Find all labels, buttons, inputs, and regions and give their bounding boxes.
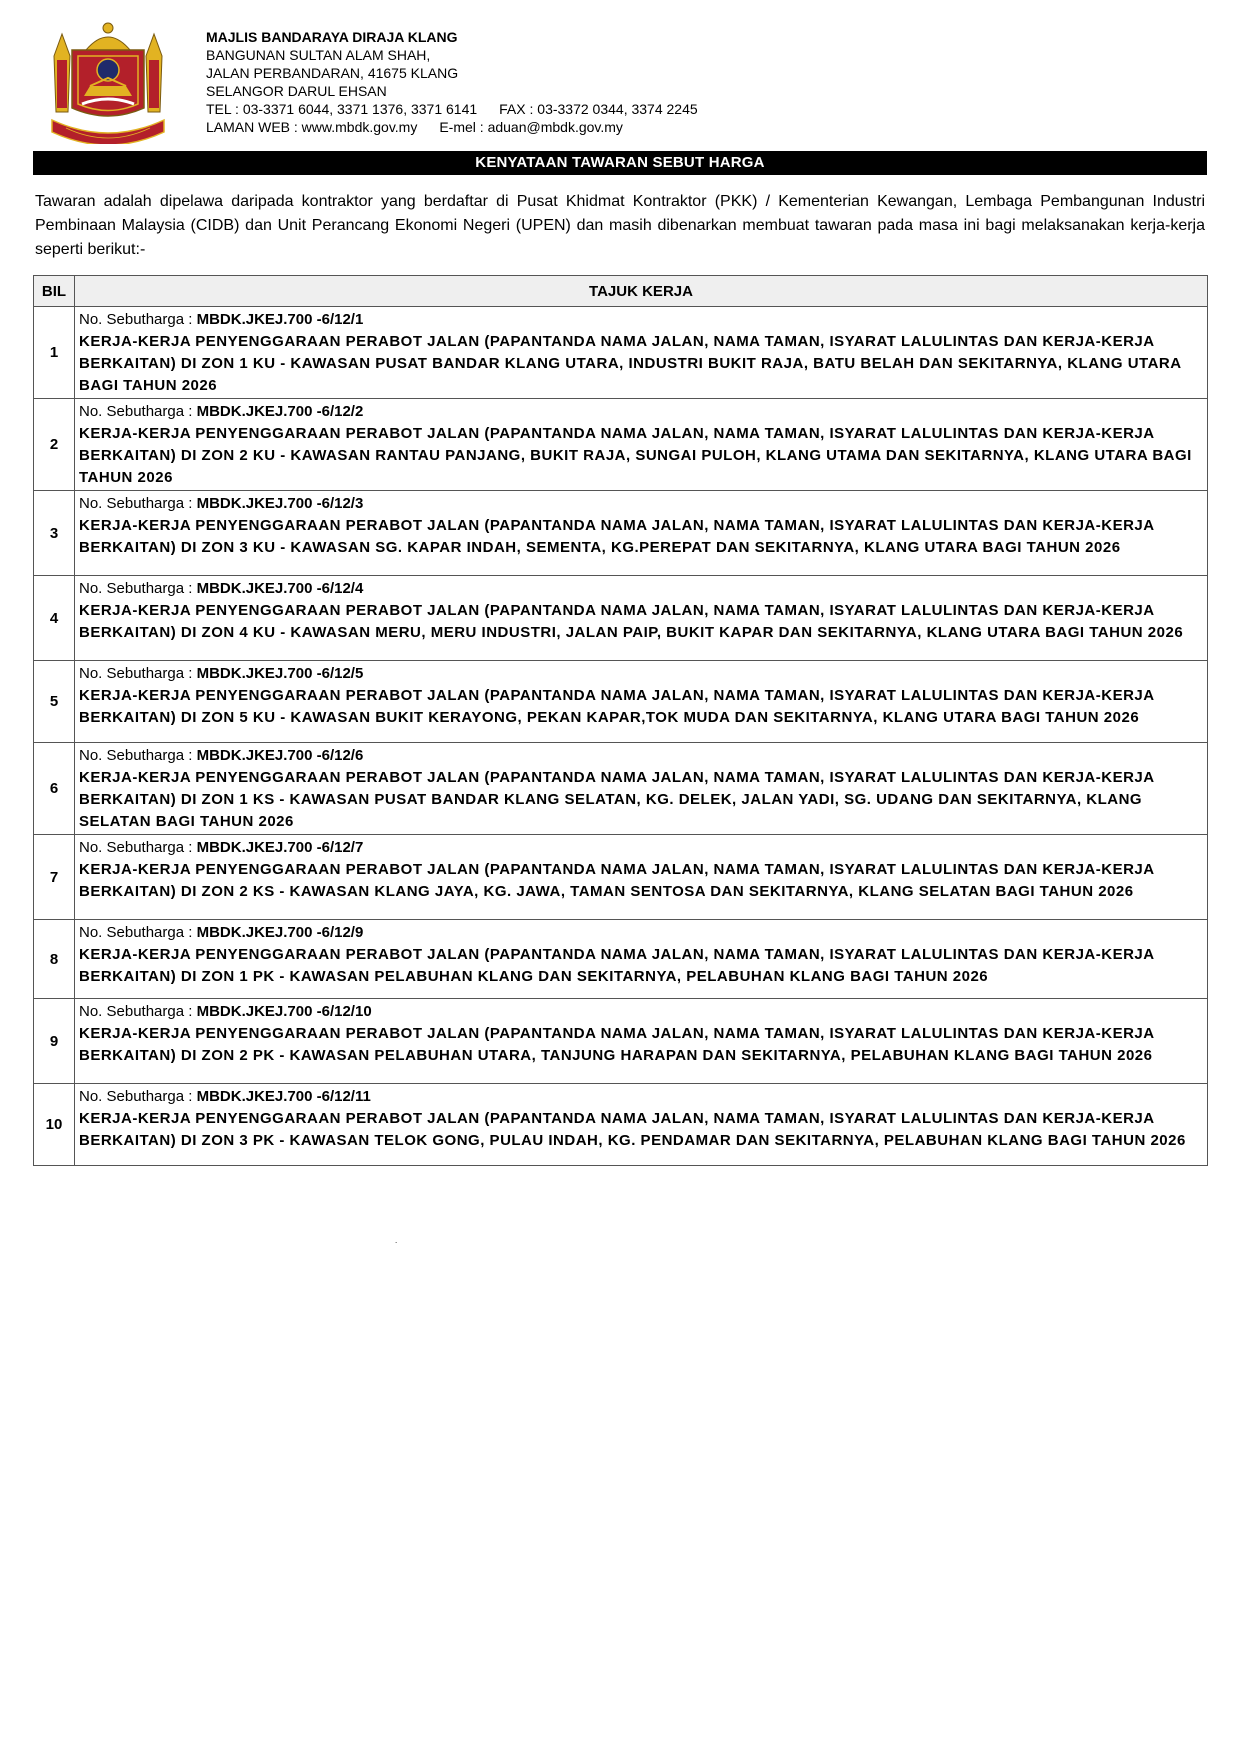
ref-code: MBDK.JKEJ.700 -6/12/9 xyxy=(196,924,364,941)
row-number: 5 xyxy=(34,661,75,743)
ref-label: No. Sebutharga : xyxy=(79,495,197,512)
row-content xyxy=(75,491,1208,576)
ref-code: MBDK.JKEJ.700 -6/12/1 xyxy=(196,311,364,328)
row-content xyxy=(75,1084,1208,1166)
ref-label: No. Sebutharga : xyxy=(79,665,197,682)
table-row xyxy=(34,835,1208,920)
quotation-ref xyxy=(79,1001,1203,1023)
footer-mark: . xyxy=(395,1236,398,1245)
work-title: KERJA-KERJA PENYENGGARAAN PERABOT JALAN (PAPANTANDA NAMA JALAN, NAMA TAMAN, ISYARAT LALULINTAS DAN KERJA-KERJA BERKAITAN) DI ZON 1 KS - KAWASAN PUSAT BANDAR KLANG SELATAN, KG. DELEK, JALAN YADI, SG. UDANG DAN SEKITARNYA, KLANG SELATAN BAGI TAHUN 2026 xyxy=(79,769,1155,830)
ref-code: MBDK.JKEJ.700 -6/12/4 xyxy=(196,580,364,597)
mbdk-crest-logo xyxy=(48,20,168,144)
table-body xyxy=(34,307,1208,1166)
work-title: KERJA-KERJA PENYENGGARAAN PERABOT JALAN (PAPANTANDA NAMA JALAN, NAMA TAMAN, ISYARAT LALULINTAS DAN KERJA-KERJA BERKAITAN) DI ZON 2 KS - KAWASAN KLANG JAYA, KG. JAWA, TAMAN SENTOSA DAN SEKITARNYA, KLANG SELATAN BAGI TAHUN 2026 xyxy=(79,861,1155,900)
work-title: KERJA-KERJA PENYENGGARAAN PERABOT JALAN (PAPANTANDA NAMA JALAN, NAMA TAMAN, ISYARAT LALULINTAS DAN KERJA-KERJA BERKAITAN) DI ZON 1 PK - KAWASAN PELABUHAN KLANG DAN SEKITARNYA, PELABUHAN KLANG BAGI TAHUN 2026 xyxy=(79,946,1155,985)
row-content xyxy=(75,835,1208,920)
table-row xyxy=(34,491,1208,576)
table-row xyxy=(34,920,1208,999)
row-number: 9 xyxy=(34,999,75,1084)
table-row xyxy=(34,743,1208,835)
ref-code: MBDK.JKEJ.700 -6/12/5 xyxy=(196,665,364,682)
ref-code: MBDK.JKEJ.700 -6/12/7 xyxy=(196,839,364,856)
ref-label: No. Sebutharga : xyxy=(79,839,197,856)
address-line-2: JALAN PERBANDARAN, 41675 KLANG xyxy=(206,65,459,81)
work-title: KERJA-KERJA PENYENGGARAAN PERABOT JALAN (PAPANTANDA NAMA JALAN, NAMA TAMAN, ISYARAT LALULINTAS DAN KERJA-KERJA BERKAITAN) DI ZON 5 KU - KAWASAN BUKIT KERAYONG, PEKAN KAPAR,TOK MUDA DAN SEKITARNYA, KLANG UTARA BAGI TAHUN 2026 xyxy=(79,687,1155,726)
ref-label: No. Sebutharga : xyxy=(79,747,197,764)
fax-text: FAX : 03-3372 0344, 3374 2245 xyxy=(499,101,698,117)
work-title: KERJA-KERJA PENYENGGARAAN PERABOT JALAN (PAPANTANDA NAMA JALAN, NAMA TAMAN, ISYARAT LALULINTAS DAN KERJA-KERJA BERKAITAN) DI ZON 4 KU - KAWASAN MERU, MERU INDUSTRI, JALAN PAIP, BUKIT KAPAR DAN SEKITARNYA, KLANG UTARA BAGI TAHUN 2026 xyxy=(79,602,1184,641)
quotation-ref xyxy=(79,401,1203,423)
row-number: 6 xyxy=(34,743,75,835)
ref-label: No. Sebutharga : xyxy=(79,311,197,328)
quotation-ref xyxy=(79,663,1203,685)
ref-code: MBDK.JKEJ.700 -6/12/10 xyxy=(196,1003,372,1020)
quotation-ref xyxy=(79,837,1203,859)
row-content xyxy=(75,999,1208,1084)
org-name: MAJLIS BANDARAYA DIRAJA KLANG xyxy=(206,29,458,45)
work-title: KERJA-KERJA PENYENGGARAAN PERABOT JALAN (PAPANTANDA NAMA JALAN, NAMA TAMAN, ISYARAT LALULINTAS DAN KERJA-KERJA BERKAITAN) DI ZON 3 KU - KAWASAN SG. KAPAR INDAH, SEMENTA, KG.PEREPAT DAN SEKITARNYA, KLANG UTARA BAGI TAHUN 2026 xyxy=(79,517,1155,556)
table-row xyxy=(34,399,1208,491)
ref-label: No. Sebutharga : xyxy=(79,1088,197,1105)
notice-title: KENYATAAN TAWARAN SEBUT HARGA xyxy=(33,151,1207,175)
quotation-ref xyxy=(79,493,1203,515)
table-row xyxy=(34,999,1208,1084)
quotation-ref xyxy=(79,745,1203,767)
row-number: 3 xyxy=(34,491,75,576)
row-content xyxy=(75,307,1208,399)
table-row xyxy=(34,1084,1208,1166)
ref-label: No. Sebutharga : xyxy=(79,580,197,597)
row-content xyxy=(75,399,1208,491)
address-line-1: BANGUNAN SULTAN ALAM SHAH, xyxy=(206,47,431,63)
work-title: KERJA-KERJA PENYENGGARAAN PERABOT JALAN (PAPANTANDA NAMA JALAN, NAMA TAMAN, ISYARAT LALULINTAS DAN KERJA-KERJA BERKAITAN) DI ZON 3 PK - KAWASAN TELOK GONG, PULAU INDAH, KG. PENDAMAR DAN SEKITARNYA, PELABUHAN KLANG BAGI TAHUN 2026 xyxy=(79,1110,1186,1149)
row-number: 4 xyxy=(34,576,75,661)
row-content xyxy=(75,661,1208,743)
quotation-ref xyxy=(79,578,1203,600)
table-header-row xyxy=(34,276,1208,307)
quotation-ref xyxy=(79,309,1203,331)
ref-label: No. Sebutharga : xyxy=(79,403,197,420)
web-text: LAMAN WEB : www.mbdk.gov.my xyxy=(206,119,418,135)
row-content xyxy=(75,576,1208,661)
intro-paragraph: Tawaran adalah dipelawa daripada kontraktor yang berdaftar di Pusat Khidmat Kontraktor (PKK) / Kementerian Kewangan, Lembaga Pembangunan Industri Pembinaan Malaysia (CIDB) dan Unit Perancang Ekonomi Negeri (UPEN) dan masih dibenarkan membuat tawaran pada masa ini bagi melaksanakan kerja-kerja seperti berikut:- xyxy=(35,193,1205,258)
table-row xyxy=(34,576,1208,661)
work-title: KERJA-KERJA PENYENGGARAAN PERABOT JALAN (PAPANTANDA NAMA JALAN, NAMA TAMAN, ISYARAT LALULINTAS DAN KERJA-KERJA BERKAITAN) DI ZON 2 KU - KAWASAN RANTAU PANJANG, BUKIT RAJA, SUNGAI PULOH, KLANG UTAMA DAN SEKITARNYA, KLANG UTARA BAGI TAHUN 2026 xyxy=(79,425,1192,486)
tender-table xyxy=(33,275,1208,1166)
row-number: 2 xyxy=(34,399,75,491)
row-number: 7 xyxy=(34,835,75,920)
contact-web-line xyxy=(206,118,698,136)
ref-code: MBDK.JKEJ.700 -6/12/2 xyxy=(196,403,364,420)
work-title: KERJA-KERJA PENYENGGARAAN PERABOT JALAN (PAPANTANDA NAMA JALAN, NAMA TAMAN, ISYARAT LALULINTAS DAN KERJA-KERJA BERKAITAN) DI ZON 1 KU - KAWASAN PUSAT BANDAR KLANG UTARA, INDUSTRI BUKIT RAJA, BATU BELAH DAN SEKITARNYA, KLANG UTARA BAGI TAHUN 2026 xyxy=(79,333,1182,394)
row-number: 10 xyxy=(34,1084,75,1166)
ref-code: MBDK.JKEJ.700 -6/12/11 xyxy=(196,1088,371,1105)
row-content xyxy=(75,743,1208,835)
table-row xyxy=(34,661,1208,743)
table-row xyxy=(34,307,1208,399)
header-bil: BIL xyxy=(34,276,75,307)
work-title: KERJA-KERJA PENYENGGARAAN PERABOT JALAN (PAPANTANDA NAMA JALAN, NAMA TAMAN, ISYARAT LALULINTAS DAN KERJA-KERJA BERKAITAN) DI ZON 2 PK - KAWASAN PELABUHAN UTARA, TANJUNG HARAPAN DAN SEKITARNYA, PELABUHAN KLANG BAGI TAHUN 2026 xyxy=(79,1025,1155,1064)
quotation-ref xyxy=(79,922,1203,944)
ref-label: No. Sebutharga : xyxy=(79,924,197,941)
ref-code: MBDK.JKEJ.700 -6/12/3 xyxy=(196,495,364,512)
email-text: E-mel : aduan@mbdk.gov.my xyxy=(439,119,623,135)
ref-label: No. Sebutharga : xyxy=(79,1003,197,1020)
organization-header xyxy=(206,28,698,136)
row-number: 8 xyxy=(34,920,75,999)
address-line-3: SELANGOR DARUL EHSAN xyxy=(206,83,387,99)
header-tajuk-kerja: TAJUK KERJA xyxy=(75,276,1208,307)
ref-code: MBDK.JKEJ.700 -6/12/6 xyxy=(196,747,364,764)
contact-phone-line xyxy=(206,100,698,118)
row-number: 1 xyxy=(34,307,75,399)
row-content xyxy=(75,920,1208,999)
tel-text: TEL : 03-3371 6044, 3371 1376, 3371 6141 xyxy=(206,101,478,117)
quotation-ref xyxy=(79,1086,1203,1108)
